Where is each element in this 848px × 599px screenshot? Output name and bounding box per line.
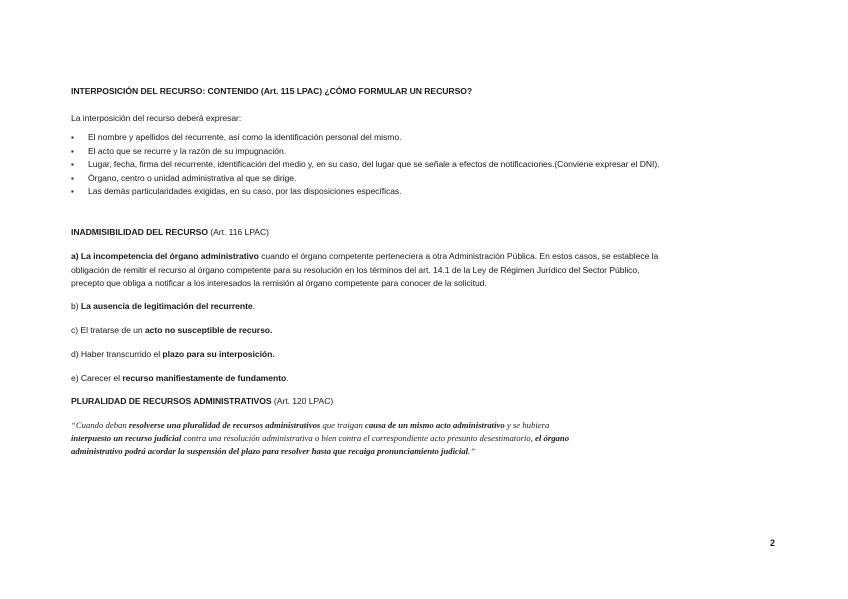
bullet-icon: ▪ bbox=[71, 160, 74, 170]
bullet-icon: ▪ bbox=[71, 146, 74, 156]
list-item: ▪ Las demás particularidades exigidas, en su caso, por las disposiciones específicas. bbox=[71, 185, 660, 199]
list-item: ▪ Órgano, centro o unidad administrativa al que se dirige. bbox=[71, 172, 660, 186]
list-item: ▪ El nombre y apellidos del recurrente, así como la identificación personal del mismo. bbox=[71, 131, 660, 145]
bullet-icon: ▪ bbox=[71, 187, 74, 197]
list-item: ▪ Lugar, fecha, firma del recurrente, identificación del medio y, en su caso, del lugar que se señale a efectos de notificaciones.(Conviene expresar el DNI). bbox=[71, 158, 660, 172]
page-number: 2 bbox=[770, 538, 776, 548]
section3-heading: PLURALIDAD DE RECURSOS ADMINISTRATIVOS (Art. 120 LPAC) bbox=[71, 396, 334, 406]
list-item: ▪ El acto que se recurre y la razón de su impugnación. bbox=[71, 145, 660, 159]
inadmissibility-item-e: e) Carecer el recurso manifiestamente de fundamento. bbox=[71, 373, 289, 383]
legal-quote: “Cuando deban resolverse una pluralidad de recursos administrativos que traigan causa de un mismo acto administrativo y se hubiera interpuesto un recurso judicial contra una resolución administrativa o bien contra el correspondiente acto presunto desestimatorio, el órgano administrativo podrá acordar la suspensión del plazo para resolver hasta que recaiga pronunciamiento judicial.” bbox=[71, 420, 570, 457]
inadmissibility-item-d: d) Haber transcurrido el plazo para su interposición. bbox=[71, 349, 275, 359]
bullet-icon: ▪ bbox=[71, 173, 74, 183]
section1-intro: La interposición del recurso deberá expresar: bbox=[71, 113, 242, 123]
bullet-icon: ▪ bbox=[71, 133, 74, 142]
inadmissibility-item-a: a) La incompetencia del órgano administrativo cuando el órgano competente perteneciera a otra Administración Pública. En estos casos, se establece la obligación de remitir el recurso al órgano competente para su resolución en los términos del art. 14.1 de la Ley de Régimen Jurídico del Sector Público, precepto que obliga a notificar a los interesados la remisión al órgano competente para conocer de la solicitud. bbox=[71, 251, 659, 289]
inadmissibility-item-c: c) El tratarse de un acto no susceptible de recurso. bbox=[71, 325, 273, 335]
section1-bullet-list bbox=[71, 131, 660, 199]
inadmissibility-item-b: b) La ausencia de legitimación del recurrente. bbox=[71, 301, 255, 311]
section1-heading: INTERPOSICIÓN DEL RECURSO: CONTENIDO (Art. 115 LPAC) ¿CÓMO FORMULAR UN RECURSO? bbox=[71, 86, 473, 96]
section2-heading: INADMISIBILIDAD DEL RECURSO (Art. 116 LPAC) bbox=[71, 227, 269, 237]
